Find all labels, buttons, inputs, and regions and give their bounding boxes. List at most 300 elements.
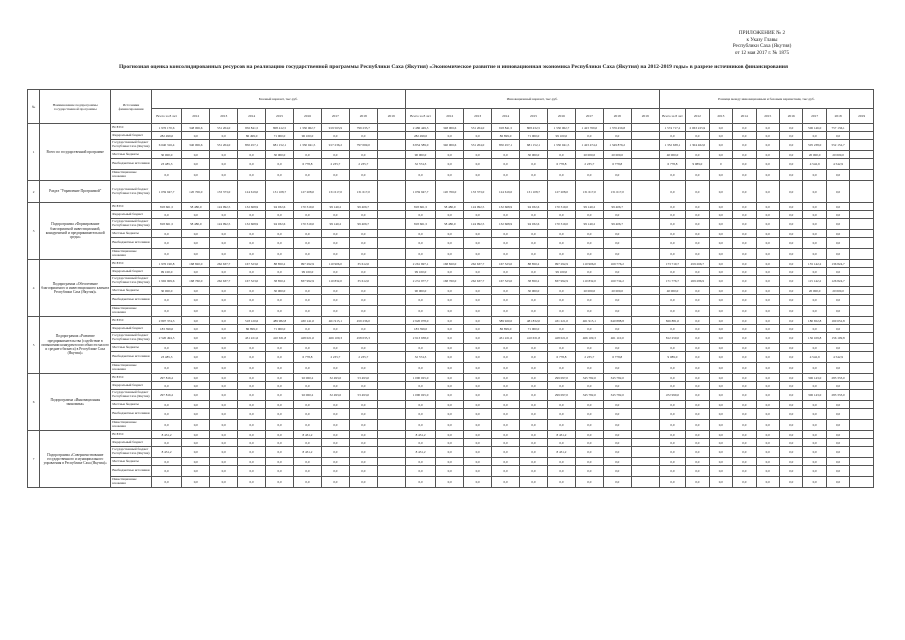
value-cell-diff: 0,0 (733, 317, 756, 325)
value-cell-diff: 0,0 (659, 431, 685, 439)
value-cell-innov: 345 782,0 (575, 390, 603, 401)
empty-cell (377, 401, 405, 409)
empty-cell (631, 390, 659, 401)
empty-cell (850, 447, 874, 458)
value-cell-diff: 40 000,0 (659, 151, 685, 159)
funding-source: ВСЕГО: (111, 260, 152, 268)
value-cell-base: 30 000,0 (266, 287, 294, 295)
value-cell-diff: 0,0 (803, 477, 826, 488)
value-cell-innov: 0,0 (492, 390, 520, 401)
value-cell-innov: 0,0 (436, 344, 464, 352)
empty-cell (631, 447, 659, 458)
value-cell-diff: 0,0 (756, 287, 779, 295)
value-cell-innov: 132 668,9 (492, 219, 520, 230)
value-cell-base: 0,0 (294, 409, 322, 420)
table-row (28, 382, 874, 390)
value-cell-base: 6 640 316,4 (151, 140, 181, 151)
value-cell-innov: 0,0 (436, 268, 464, 276)
value-cell-innov: 58 480,0 (436, 219, 464, 230)
value-cell-base: 0,0 (182, 325, 210, 333)
value-cell-base: 531 204,0 (210, 124, 238, 132)
empty-cell (631, 317, 659, 325)
value-cell-base: 0,0 (294, 325, 322, 333)
value-cell-base: 0,0 (266, 344, 294, 352)
value-cell-base: 0,0 (210, 333, 238, 344)
value-cell-base: 0,0 (238, 151, 266, 159)
value-cell-diff: 0,0 (709, 238, 732, 249)
funding-source: Внебюджетные источники (111, 409, 152, 420)
table-row (28, 249, 874, 260)
value-cell-innov: 0,0 (464, 344, 492, 352)
value-cell-base: 262 637,7 (210, 260, 238, 268)
header-difference: Разница между инновационным и базовым вариантами, тыс.руб. (659, 90, 873, 109)
value-cell-innov: 0,0 (436, 409, 464, 420)
header-year-diff: 2015 (756, 109, 779, 124)
funding-source: Внебюджетные источники (111, 295, 152, 306)
value-cell-base: 0,0 (151, 439, 181, 447)
empty-cell (631, 420, 659, 431)
empty-cell (850, 317, 874, 325)
header-source: Источники финансирования (111, 90, 152, 124)
value-cell-base: 8 431,2 (294, 431, 322, 439)
empty-cell (850, 276, 874, 287)
appendix-note (677, 30, 847, 56)
value-cell-diff: 0,0 (686, 409, 709, 420)
value-cell-base: 0,0 (238, 466, 266, 477)
value-cell-innov: 0,0 (436, 295, 464, 306)
value-cell-diff: 0,0 (659, 230, 685, 238)
empty-cell (377, 295, 405, 306)
value-cell-innov: 133 373,0 (464, 181, 492, 203)
value-cell-base: 99 140,2 (321, 219, 349, 230)
value-cell-innov: 0,0 (492, 439, 520, 447)
value-cell-innov: 0,0 (547, 249, 575, 260)
funding-source: Местные бюджеты (111, 401, 152, 409)
value-cell-base: 0,0 (210, 401, 238, 409)
value-cell-base: 6 778,8 (294, 352, 322, 363)
value-cell-innov: 808 432,5 (520, 124, 548, 132)
value-cell-innov: 0,0 (436, 390, 464, 401)
value-cell-innov: 2 235,7 (575, 159, 603, 170)
empty-cell (631, 260, 659, 268)
value-cell-base: 0,0 (266, 268, 294, 276)
value-cell-diff: 0,0 (709, 124, 732, 132)
empty-cell (631, 477, 659, 488)
value-cell-innov: 0,0 (464, 287, 492, 295)
value-cell-diff: 0,0 (803, 420, 826, 431)
value-cell-innov: 0,0 (492, 159, 520, 170)
empty-cell (631, 344, 659, 352)
value-cell-diff: 0,0 (779, 238, 802, 249)
value-cell-innov: 918 841,5 (492, 124, 520, 132)
value-cell-base: 0,0 (294, 306, 322, 317)
value-cell-innov: 0,0 (603, 409, 631, 420)
header-year-innov: 2019 (631, 109, 659, 124)
value-cell-base: 58 480,0 (182, 203, 210, 211)
value-cell-innov: 0,0 (603, 306, 631, 317)
value-cell-base: 0,0 (182, 249, 210, 260)
value-cell-innov: 0,0 (492, 431, 520, 439)
header-year-diff: 2014 (733, 109, 756, 124)
value-cell-base: 1 992 909,6 (151, 276, 181, 287)
value-cell-base: 0,0 (210, 420, 238, 431)
value-cell-diff: 0,0 (756, 238, 779, 249)
value-cell-innov: 461 915,1 (575, 317, 603, 325)
header-year-innov: 2016 (547, 109, 575, 124)
table-row (28, 420, 874, 431)
value-cell-innov: 0,0 (436, 447, 464, 458)
value-cell-innov: 0,0 (547, 170, 575, 181)
value-cell-innov: 0,0 (464, 374, 492, 382)
value-cell-diff: 0,0 (659, 401, 685, 409)
empty-cell (377, 344, 405, 352)
value-cell-diff: 156 109,8 (803, 333, 826, 344)
table-row (28, 124, 874, 132)
program-name: Подпрограмма «Развитие предпринимательства (содействие в повышении конкурентоспособности малого и среднего бизнеса) в Республике Саха (Якутия)» (40, 317, 111, 374)
empty-cell (850, 124, 874, 132)
value-cell-base: 0,0 (182, 431, 210, 439)
value-cell-innov: 481 832,0 (520, 317, 548, 325)
value-cell-base: 71 900,0 (266, 132, 294, 140)
value-cell-innov: 0,0 (405, 170, 435, 181)
table-row (28, 466, 874, 477)
value-cell-base: 0,0 (294, 466, 322, 477)
value-cell-innov: 0,0 (603, 170, 631, 181)
value-cell-diff: 160 652,8 (826, 317, 849, 325)
value-cell-diff: 0,0 (803, 401, 826, 409)
value-cell-diff: 4 542,9 (803, 352, 826, 363)
value-cell-base: 1 976 190,8 (151, 260, 181, 268)
funding-source: Инвестиционные вложения (111, 363, 152, 374)
value-cell-innov: 0,0 (464, 268, 492, 276)
value-cell-diff: 0,0 (733, 466, 756, 477)
value-cell-diff: 306 143,0 (803, 374, 826, 382)
empty-cell (377, 382, 405, 390)
header-year-innov: 2018 (603, 109, 631, 124)
value-cell-base: 1 059 947,7 (151, 181, 181, 203)
empty-cell (850, 306, 874, 317)
value-cell-innov: 0,0 (492, 344, 520, 352)
value-cell-innov: 167 523,0 (492, 260, 520, 268)
value-cell-diff: 0,0 (733, 325, 756, 333)
value-cell-innov: 0,0 (492, 420, 520, 431)
value-cell-diff: 0,0 (756, 344, 779, 352)
value-cell-innov: 0,0 (492, 363, 520, 374)
value-cell-innov: 0,0 (464, 477, 492, 488)
value-cell-diff: 20 000,0 (803, 287, 826, 295)
empty-cell (850, 458, 874, 466)
funding-source: Инвестиционные вложения (111, 306, 152, 317)
value-cell-base: 0,0 (321, 230, 349, 238)
funding-source: Инвестиционные вложения (111, 249, 152, 260)
appendix-line: к Указу Главы (746, 36, 778, 43)
value-cell-base: 0,0 (182, 287, 210, 295)
value-cell-innov: 131 617,0 (575, 181, 603, 203)
value-cell-base: 0,0 (238, 230, 266, 238)
empty-cell (631, 295, 659, 306)
value-cell-base: 0,0 (238, 344, 266, 352)
value-cell-base: 0,0 (210, 132, 238, 140)
value-cell-innov: 0,0 (436, 458, 464, 466)
value-cell-diff: 0,0 (709, 401, 732, 409)
value-cell-diff: 0,0 (709, 276, 732, 287)
header-year-innov: 2017 (575, 109, 603, 124)
value-cell-base: 96 100,0 (294, 132, 322, 140)
value-cell-innov: 0,0 (520, 352, 548, 363)
value-cell-diff: 0,0 (756, 268, 779, 276)
value-cell-diff: 0,0 (756, 230, 779, 238)
value-cell-base: 0,0 (238, 211, 266, 219)
value-cell-diff: 0,0 (659, 170, 685, 181)
value-cell-innov: 1 090 025,0 (405, 390, 435, 401)
value-cell-diff: 0,0 (686, 466, 709, 477)
value-cell-innov: 0,0 (492, 238, 520, 249)
value-cell-innov: 170 319,0 (547, 203, 575, 211)
value-cell-diff: 283 333,0 (826, 390, 849, 401)
value-cell-diff: 0,0 (733, 132, 756, 140)
value-cell-diff: 0,0 (756, 409, 779, 420)
value-cell-diff: 0,0 (803, 306, 826, 317)
value-cell-base: 8 431,2 (151, 447, 181, 458)
empty-cell (631, 219, 659, 230)
value-cell-diff: 0,0 (709, 390, 732, 401)
value-cell-base: 0,0 (182, 466, 210, 477)
value-cell-innov: 20 000,0 (603, 287, 631, 295)
value-cell-diff: 9 089,0 (686, 159, 709, 170)
value-cell-innov: 170 319,0 (547, 219, 575, 230)
empty-cell (377, 203, 405, 211)
value-cell-base: 0,0 (266, 249, 294, 260)
value-cell-diff: 0,0 (826, 230, 849, 238)
value-cell-innov: 0,0 (464, 466, 492, 477)
value-cell-base: 86 899,0 (238, 325, 266, 333)
value-cell-base: 0,0 (349, 268, 377, 276)
value-cell-innov: 0,0 (547, 363, 575, 374)
value-cell-base: 0,0 (266, 159, 294, 170)
value-cell-base: 0,0 (294, 439, 322, 447)
value-cell-base: 0,0 (210, 382, 238, 390)
table-row (28, 260, 874, 268)
value-cell-diff: 0,0 (779, 268, 802, 276)
value-cell-base: 131 617,0 (349, 181, 377, 203)
value-cell-innov: 282 499,0 (405, 132, 435, 140)
empty-cell (631, 325, 659, 333)
value-cell-diff: 0,0 (756, 447, 779, 458)
value-cell-base: 0,0 (321, 458, 349, 466)
value-cell-diff: 2 063 225,9 (686, 124, 709, 132)
funding-source: Государственный бюджет Республики Саха (Якутия) (111, 181, 152, 203)
empty-cell (850, 477, 874, 488)
value-cell-base: 0,0 (349, 238, 377, 249)
funding-source: Федеральный бюджет (111, 325, 152, 333)
value-cell-diff: 0,0 (709, 447, 732, 458)
empty-cell (850, 249, 874, 260)
appendix-line: ПРИЛОЖЕНИЕ № 2 (738, 30, 786, 36)
value-cell-diff: 126 824,7 (826, 276, 849, 287)
table-row (28, 238, 874, 249)
value-cell-base: 58 480,0 (182, 219, 210, 230)
value-cell-innov: 0,0 (405, 477, 435, 488)
value-cell-base: 0,0 (210, 230, 238, 238)
value-cell-base: 0,0 (266, 447, 294, 458)
value-cell-innov: 0,0 (492, 306, 520, 317)
value-cell-innov: 0,0 (464, 420, 492, 431)
value-cell-base: 0,0 (349, 295, 377, 306)
value-cell-diff: 757 136,1 (826, 124, 849, 132)
value-cell-innov: 0,0 (405, 344, 435, 352)
value-cell-innov: 997 292,9 (547, 260, 575, 268)
table-body (28, 124, 874, 488)
empty-cell (850, 151, 874, 159)
value-cell-diff: 0,0 (733, 276, 756, 287)
header-years-row (28, 109, 874, 124)
empty-cell (850, 466, 874, 477)
table-row (28, 447, 874, 458)
value-cell-innov: 88 850,2 (520, 260, 548, 268)
value-cell-base: 35 612,0 (349, 260, 377, 268)
value-cell-diff: 0,0 (756, 306, 779, 317)
value-cell-diff: 459 266,7 (686, 260, 709, 268)
value-cell-diff: 20 000,0 (803, 151, 826, 159)
funding-source: Государственный бюджет Республики Саха (Якутия) (111, 276, 152, 287)
table-row (28, 333, 874, 344)
value-cell-base: 799 233,7 (349, 124, 377, 132)
value-cell-base: 0,0 (210, 344, 238, 352)
value-cell-diff: 0,0 (756, 431, 779, 439)
value-cell-base: 0,0 (349, 401, 377, 409)
empty-cell (377, 260, 405, 268)
value-cell-innov: 2 913 938,0 (405, 333, 435, 344)
value-cell-innov: 1 423 474,2 (575, 140, 603, 151)
value-cell-diff: 0,0 (659, 306, 685, 317)
value-cell-base: 458 035,3 (349, 333, 377, 344)
value-cell-innov: 131 108,7 (520, 181, 548, 203)
value-cell-base: 518 120,6 (238, 317, 266, 325)
value-cell-base: 0,0 (238, 477, 266, 488)
value-cell-diff: 0,0 (659, 439, 685, 447)
value-cell-diff: 0,0 (733, 374, 756, 382)
value-cell-innov: 20 000,0 (575, 287, 603, 295)
value-cell-innov: 0,0 (520, 431, 548, 439)
empty-cell (850, 344, 874, 352)
value-cell-base: 0,0 (182, 363, 210, 374)
empty-cell (850, 211, 874, 219)
value-cell-base: 0,0 (210, 170, 238, 181)
value-cell-diff: 0,0 (779, 203, 802, 211)
value-cell-base: 0,0 (266, 409, 294, 420)
value-cell-diff: 0,0 (803, 363, 826, 374)
value-cell-diff: 6 778,8 (659, 159, 685, 170)
value-cell-innov: 0,0 (520, 401, 548, 409)
value-cell-base: 0,0 (182, 382, 210, 390)
value-cell-diff: 0,0 (733, 140, 756, 151)
value-cell-innov: 0,0 (603, 238, 631, 249)
value-cell-innov: 0,0 (575, 447, 603, 458)
value-cell-base: 30 000,0 (151, 287, 181, 295)
header-year-base: 2014 (238, 109, 266, 124)
value-cell-base: 167 523,0 (238, 260, 266, 268)
empty-cell (377, 306, 405, 317)
header-row (28, 90, 874, 109)
header-year-diff: 2012 (686, 109, 709, 124)
funding-source: ВСЕГО: (111, 124, 152, 132)
value-cell-diff: 0,0 (779, 151, 802, 159)
value-cell-innov: 0,0 (492, 170, 520, 181)
value-cell-innov: 0,0 (603, 325, 631, 333)
value-cell-diff: 0,0 (826, 382, 849, 390)
table-row (28, 352, 874, 363)
value-cell-diff: 0,0 (733, 431, 756, 439)
row-number: 6 (28, 374, 40, 431)
value-cell-base: 0,0 (321, 170, 349, 181)
value-cell-diff: 0,0 (756, 249, 779, 260)
value-cell-innov: 0,0 (575, 363, 603, 374)
value-cell-diff: 0,0 (756, 382, 779, 390)
value-cell-base: 0,0 (151, 238, 181, 249)
value-cell-innov: 531 204,0 (464, 140, 492, 151)
value-cell-innov: 20 000,0 (575, 151, 603, 159)
value-cell-diff: 20 000,0 (826, 151, 849, 159)
value-cell-base: 92 060,2 (294, 390, 322, 401)
value-cell-base: 0,0 (182, 317, 210, 325)
value-cell-diff: 0,0 (686, 295, 709, 306)
value-cell-innov: 0,0 (492, 374, 520, 382)
value-cell-diff: 505 238,0 (803, 140, 826, 151)
value-cell-innov: 0,0 (575, 431, 603, 439)
value-cell-innov: 160 734,2 (603, 276, 631, 287)
empty-cell (850, 363, 874, 374)
value-cell-diff: 0,0 (779, 352, 802, 363)
value-cell-base: 0,0 (182, 477, 210, 488)
value-cell-diff: 0,0 (709, 458, 732, 466)
value-cell-base: 8 431,2 (151, 431, 181, 439)
value-cell-innov: 169 776,2 (603, 260, 631, 268)
header-number: № (28, 90, 40, 124)
value-cell-diff: 0,0 (756, 140, 779, 151)
value-cell-diff: 0,0 (803, 219, 826, 230)
value-cell-innov: 0,0 (436, 401, 464, 409)
value-cell-base: 124 992,5 (210, 219, 238, 230)
value-cell-innov: 90 000,0 (405, 151, 435, 159)
empty-cell (631, 374, 659, 382)
value-cell-base: 0,0 (321, 325, 349, 333)
value-cell-diff: 0,0 (659, 409, 685, 420)
value-cell-diff: 0,0 (756, 276, 779, 287)
value-cell-diff: 0,0 (659, 181, 685, 203)
value-cell-innov: 589 920,0 (492, 317, 520, 325)
funding-source: Внебюджетные источники (111, 352, 152, 363)
value-cell-base: 0,0 (294, 458, 322, 466)
value-cell-base: 0,0 (151, 363, 181, 374)
value-cell-diff: 0,0 (733, 260, 756, 268)
value-cell-base: 2 235,7 (321, 352, 349, 363)
empty-cell (631, 203, 659, 211)
value-cell-diff: 0,0 (779, 325, 802, 333)
value-cell-base: 0,0 (238, 159, 266, 170)
funding-source: Местные бюджеты (111, 458, 152, 466)
value-cell-base: 0,0 (294, 151, 322, 159)
value-cell-base: 0,0 (182, 306, 210, 317)
value-cell-diff: 0,0 (686, 211, 709, 219)
value-cell-diff: 0,0 (733, 124, 756, 132)
value-cell-diff: 0,0 (733, 230, 756, 238)
empty-cell (850, 268, 874, 276)
value-cell-base: 0,0 (321, 409, 349, 420)
value-cell-innov: 0,0 (575, 211, 603, 219)
value-cell-base: 0,0 (182, 401, 210, 409)
value-cell-innov: 0,0 (575, 306, 603, 317)
empty-cell (850, 159, 874, 170)
